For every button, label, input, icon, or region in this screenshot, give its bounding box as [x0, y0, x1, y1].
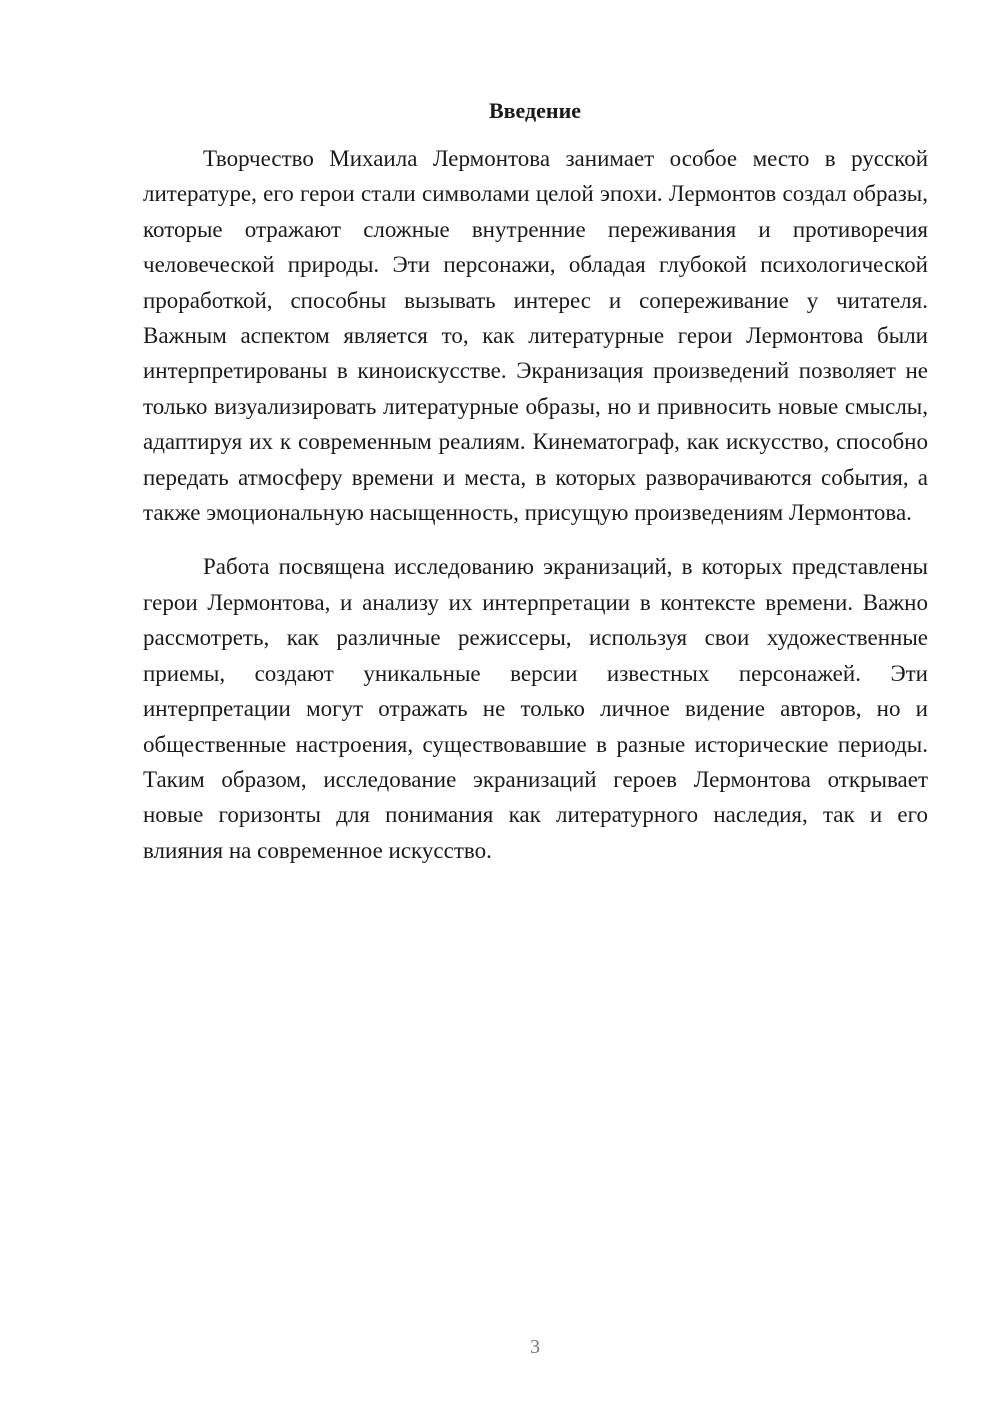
section-heading: Введение — [488, 98, 582, 123]
paragraph-2: Работа посвящена исследованию экранизаций, в которых представлены герои Лермонтова, и анализу их интерпретации в контексте времени. Важно рассмотреть, как различные режиссеры, используя свои художественные приемы, создают уникальные версии известных персонажей. Эти интерпретации могут отражать не только личное видение авторов, но и общественные настроения, существовавшие в разные исторические периоды. Таким образом, исследование экранизаций героев Лермонтова открывает новые горизонты для понимания как литературного наследия, так и его влияния на современное искусство. — [143, 554, 928, 863]
page-number: 3 — [530, 1336, 540, 1358]
body-text — [143, 141, 928, 868]
paragraph-1: Творчество Михаила Лермонтова занимает особое место в русской литературе, его герои стали символами целой эпохи. Лермонтов создал образы, которые отражают сложные внутренние переживания и противоречия человеческой природы. Эти персонажи, обладая глубокой психологической проработкой, способны вызывать интерес и сопереживание у читателя. Важным аспектом является то, как литературные герои Лермонтова были интерпретированы в киноискусстве. Экранизация произведений позволяет не только визуализировать литературные образы, но и привносить новые смыслы, адаптируя их к современным реалиям. Кинематограф, как искусство, способно передать атмосферу времени и места, в которых разворачиваются события, а также эмоциональную насыщенность, присущую произведениям Лермонтова. — [143, 146, 928, 526]
